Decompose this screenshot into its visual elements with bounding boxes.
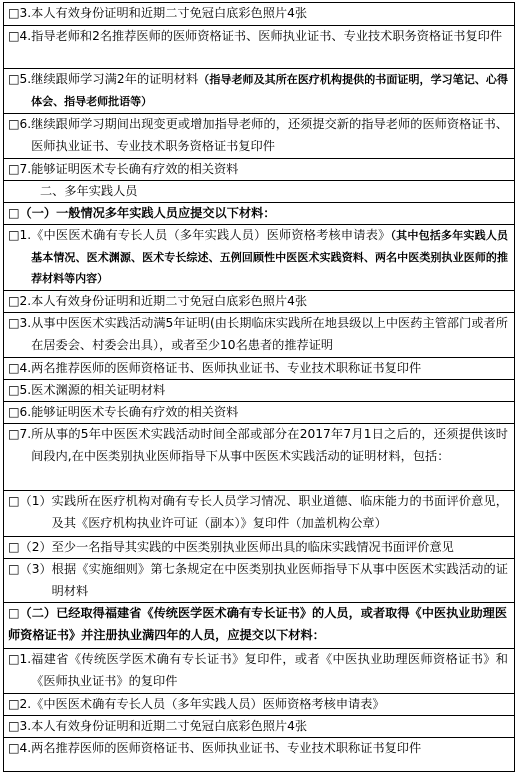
checkbox-label[interactable]: □3.: [8, 316, 32, 330]
subsection-title[interactable]: □（二）已经取得福建省《传统医学医术确有专长证书》的人员，或者取得《中医执业助理医师资格证书》并注册执业满四年的人员，应提交以下材料：: [8, 606, 508, 642]
item-text: □（2）至少一名指导其实践的中医类别执业医师出具的临床实践情况书面评价意见: [8, 540, 454, 554]
item-text: 从事中医医术实践活动满5年证明(由长期临床实践所在地县级以上中医药主管部门或者所在居委会、村委会出具），或者至少10名患者的推荐证明: [31, 316, 508, 352]
item-text: □2.《中医医术确有专长人员（多年实践人员）医师资格考核申请表》: [8, 697, 385, 711]
item-text: □7.能够证明医术专长确有疗效的相关资料: [8, 162, 239, 176]
item-3-practice-proof: [4, 313, 514, 358]
item-text: □2.本人有效身份证明和近期二寸免冠白底彩色照片4张: [8, 294, 308, 308]
checkbox-label[interactable]: □5.: [8, 72, 32, 86]
subsection-2-heading: [4, 603, 514, 649]
item-text: □4.两名推荐医师的医师资格证书、医师执业证书、专业技术职称证书复印件: [8, 361, 422, 375]
item-2-photo: [4, 291, 514, 313]
sub-item-2-physician-opinion: [4, 537, 514, 559]
checkbox-label[interactable]: □1.: [8, 228, 32, 242]
item-5-origin-proof: [4, 380, 514, 402]
checkbox-label[interactable]: □（3）: [8, 562, 52, 576]
item-note: （其中包括多年实践人员基本情况、医术渊源、医术专长综述、五例回顾性中医医术实践资料、两名中医类别执业医师的推荐材料等内容）: [31, 229, 509, 285]
item-2-application-form: [4, 694, 514, 716]
item-text: 根据《实施细则》第七条规定在中医类别执业医师指导下从事中医医术实践活动的证明材料: [51, 562, 508, 598]
item-note: （指导老师及其所在医疗机构提供的书面证明，学习笔记、心得体会、指导老师批语等）: [31, 73, 508, 108]
item-1-certificate-copy: [4, 649, 514, 694]
item-text: □6.能够证明医术专长确有疗效的相关资料: [8, 405, 239, 419]
checklist-document: [3, 2, 515, 772]
sub-item-1-evaluation: [4, 491, 514, 537]
item-4-recommender-certs: [4, 738, 514, 760]
item-text: □5.医术渊源的相关证明材料: [8, 383, 166, 397]
checkbox-label[interactable]: □7.: [8, 427, 32, 441]
checkbox-label[interactable]: □（1）: [8, 494, 52, 508]
sub-item-3-guidance-proof: [4, 559, 514, 603]
item-text: □3.本人有效身份证明和近期二寸免冠白底彩色照片4张: [8, 6, 308, 20]
checkbox-label[interactable]: □1.: [8, 652, 32, 666]
item-7-efficacy: [4, 159, 514, 181]
subsection-1-heading: [4, 203, 514, 225]
section-heading-2: [4, 181, 514, 203]
item-text: 继续跟师学习期间出现变更或增加指导老师的，还须提交新的指导老师的医师资格证书、医师执业证书、专业技术职务资格证书复印件: [31, 117, 508, 153]
item-6-teacher-change: [4, 114, 514, 159]
item-text: 《中医医术确有专长人员（多年实践人员）医师资格考核申请表》: [31, 228, 391, 242]
item-4-teacher-certs: [4, 26, 514, 69]
item-text: 实践所在医疗机构对确有专长人员学习情况、职业道德、临床能力的书面评价意见，及其《医疗机构执业许可证（副本）》复印件（加盖机构公章）: [51, 494, 508, 530]
item-text: 继续跟师学习满2年的证明材料: [31, 72, 199, 86]
item-1-application-form: [4, 225, 514, 291]
item-3-photo: [4, 716, 514, 738]
item-text: □4.两名推荐医师的医师资格证书、医师执业证书、专业技术职称证书复印件: [8, 741, 422, 755]
checkbox-label[interactable]: □4.: [8, 29, 32, 43]
item-6-efficacy: [4, 402, 514, 424]
item-text: □3.本人有效身份证明和近期二寸免冠白底彩色照片4张: [8, 719, 308, 733]
subsection-title[interactable]: □（一）一般情况多年实践人员应提交以下材料：: [8, 206, 276, 220]
item-4-recommender-certs: [4, 358, 514, 380]
item-text: 指导老师和2名推荐医师的医师资格证书、医师执业证书、专业技术职务资格证书复印件: [31, 29, 503, 43]
item-3-photo: [4, 3, 514, 26]
item-7-practice-period: [4, 424, 514, 491]
checkbox-label[interactable]: □6.: [8, 117, 32, 131]
item-5-study-proof: [4, 69, 514, 114]
item-text: 所从事的5年中医医术实践活动时间全部或部分在2017年7月1日之后的，还须提供该时间段内,在中医类别执业医师指导下从事中医医术实践活动的证明材料，包括：: [31, 427, 508, 463]
item-text: 福建省《传统医学医术确有专长证书》复印件，或者《中医执业助理医师资格证书》和《医师执业证书》的复印件: [31, 652, 508, 688]
section-title: 二、多年实践人员: [40, 184, 138, 198]
